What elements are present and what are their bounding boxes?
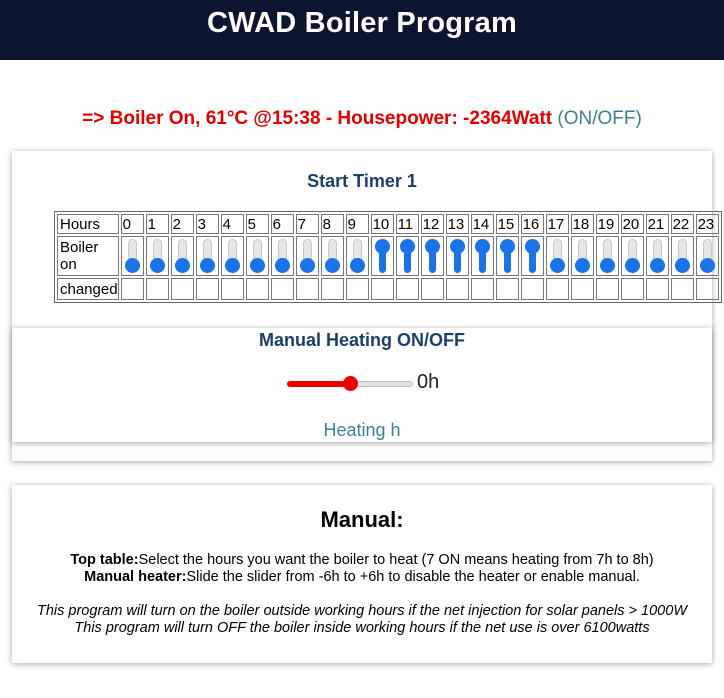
slider-value: 0h (417, 371, 440, 393)
manual-line-top-table (12, 552, 712, 569)
changed-cell (171, 278, 194, 300)
hour-toggle-switch[interactable] (473, 237, 492, 275)
hours-table (54, 211, 722, 303)
note-net-use: This program will turn OFF the boiler inside working hours if the net use is over 6100watts (74, 620, 650, 636)
hour-toggle-switch[interactable] (323, 237, 342, 275)
note-solar-injection: This program will turn on the boiler outside working hours if the net injection for solar panels > 1000W (36, 603, 687, 619)
switch-knob (275, 258, 290, 273)
hour-toggle-switch[interactable] (623, 237, 642, 275)
slider-fill (287, 381, 350, 387)
boiler-hour-cell (321, 236, 344, 276)
hour-label: 5 (246, 214, 269, 234)
switch-knob (150, 258, 165, 273)
switch-knob (200, 258, 215, 273)
hour-toggle-switch[interactable] (573, 237, 592, 275)
boiler-row-label: Boiler on (57, 236, 119, 276)
changed-cell (646, 278, 669, 300)
changed-cell (571, 278, 594, 300)
hour-toggle-switch[interactable] (548, 237, 567, 275)
heating-hours-slider[interactable] (287, 379, 413, 389)
boiler-hour-cell (471, 236, 494, 276)
switch-knob (650, 258, 665, 273)
hour-toggle-switch[interactable] (698, 237, 717, 275)
hour-label: 9 (346, 214, 369, 234)
hour-toggle-switch[interactable] (648, 237, 667, 275)
hours-row (57, 214, 719, 234)
top-table-label: Top table: (70, 552, 139, 568)
switch-knob (575, 258, 590, 273)
boiler-hour-cell (671, 236, 694, 276)
boiler-hour-cell (496, 236, 519, 276)
changed-cell (546, 278, 569, 300)
hour-toggle-switch[interactable] (498, 237, 517, 275)
hour-label: 0 (121, 214, 144, 234)
boiler-hour-cell (246, 236, 269, 276)
hour-label: 22 (671, 214, 694, 234)
manual-heater-label: Manual heater: (84, 569, 187, 585)
changed-cell (496, 278, 519, 300)
changed-row-label: changed (57, 278, 119, 300)
hour-label: 18 (571, 214, 594, 234)
boiler-hour-cell (296, 236, 319, 276)
top-table-text: Select the hours you want the boiler to heat (7 ON means heating from 7h to 8h) (138, 552, 654, 568)
hour-toggle-switch[interactable] (448, 237, 467, 275)
hour-toggle-switch[interactable] (248, 237, 267, 275)
boiler-hour-cell (396, 236, 419, 276)
changed-cell (396, 278, 419, 300)
hour-label: 11 (396, 214, 419, 234)
switch-knob (250, 258, 265, 273)
hour-label: 2 (171, 214, 194, 234)
manual-heating-title: Manual Heating ON/OFF (258, 330, 465, 350)
hour-label: 12 (421, 214, 444, 234)
hour-toggle-switch[interactable] (423, 237, 442, 275)
switch-knob (375, 239, 390, 254)
boiler-hour-cell (271, 236, 294, 276)
page-title: CWAD Boiler Program (207, 6, 517, 39)
switch-knob (500, 239, 515, 254)
switch-knob (425, 239, 440, 254)
manual-line-heater (12, 569, 712, 586)
changed-cell (521, 278, 544, 300)
manual-heating-card (12, 328, 712, 442)
boiler-hour-cell (171, 236, 194, 276)
switch-knob (700, 258, 715, 273)
boiler-hour-cell (546, 236, 569, 276)
changed-row (57, 278, 719, 300)
header-bar (0, 0, 724, 60)
changed-cell (246, 278, 269, 300)
changed-cell (321, 278, 344, 300)
hour-toggle-switch[interactable] (673, 237, 692, 275)
hours-row-label: Hours (57, 214, 119, 234)
hour-toggle-switch[interactable] (223, 237, 242, 275)
manual-title: Manual: (320, 507, 404, 532)
changed-cell (196, 278, 219, 300)
changed-cell (671, 278, 694, 300)
switch-knob (525, 239, 540, 254)
switch-knob (625, 258, 640, 273)
boiler-hour-cell (121, 236, 144, 276)
switch-knob (475, 239, 490, 254)
changed-cell (596, 278, 619, 300)
switch-knob (350, 258, 365, 273)
hour-toggle-switch[interactable] (348, 237, 367, 275)
boiler-hour-cell (146, 236, 169, 276)
boiler-hour-cell (196, 236, 219, 276)
hour-toggle-switch[interactable] (373, 237, 392, 275)
hour-label: 16 (521, 214, 544, 234)
changed-cell (296, 278, 319, 300)
hour-toggle-switch[interactable] (148, 237, 167, 275)
manual-text (12, 552, 712, 637)
timer-title: Start Timer 1 (307, 171, 417, 191)
heating-hours-label: Heating h (323, 420, 401, 440)
boiler-hour-cell (646, 236, 669, 276)
manual-card (12, 485, 712, 663)
switch-knob (550, 258, 565, 273)
switch-knob (675, 258, 690, 273)
status-line (0, 108, 724, 130)
hour-label: 4 (221, 214, 244, 234)
switch-knob (225, 258, 240, 273)
switch-knob (175, 258, 190, 273)
hour-label: 7 (296, 214, 319, 234)
boiler-hour-cell (221, 236, 244, 276)
switch-knob (325, 258, 340, 273)
hour-label: 21 (646, 214, 669, 234)
boiler-hour-cell (596, 236, 619, 276)
boiler-hour-cell (446, 236, 469, 276)
switch-knob (125, 258, 140, 273)
hour-label: 17 (546, 214, 569, 234)
changed-cell (371, 278, 394, 300)
hour-label: 6 (271, 214, 294, 234)
changed-cell (621, 278, 644, 300)
hour-toggle-switch[interactable] (173, 237, 192, 275)
hour-label: 19 (596, 214, 619, 234)
changed-cell (271, 278, 294, 300)
hour-toggle-switch[interactable] (398, 237, 417, 275)
hour-toggle-switch[interactable] (198, 237, 217, 275)
changed-cell (121, 278, 144, 300)
boiler-hour-cell (346, 236, 369, 276)
changed-cell (421, 278, 444, 300)
hour-label: 8 (321, 214, 344, 234)
changed-cell (696, 278, 719, 300)
changed-cell (346, 278, 369, 300)
boiler-hour-cell (371, 236, 394, 276)
hour-label: 15 (496, 214, 519, 234)
changed-cell (146, 278, 169, 300)
hour-label: 1 (146, 214, 169, 234)
switch-knob (450, 239, 465, 254)
boiler-status-text: => Boiler On, 61°C @15:38 - Housepower: -2364Watt (82, 108, 553, 129)
hour-toggle-switch[interactable] (273, 237, 292, 275)
changed-cell (221, 278, 244, 300)
switch-knob (300, 258, 315, 273)
boiler-hour-cell (571, 236, 594, 276)
switch-knob (600, 258, 615, 273)
hour-toggle-switch[interactable] (298, 237, 317, 275)
boiler-hour-cell (421, 236, 444, 276)
hour-label: 10 (371, 214, 394, 234)
hour-label: 13 (446, 214, 469, 234)
boiler-hour-cell (521, 236, 544, 276)
boiler-hour-cell (621, 236, 644, 276)
boiler-on-off-link[interactable]: (ON/OFF) (557, 108, 642, 129)
changed-cell (446, 278, 469, 300)
boiler-on-row (57, 236, 719, 276)
hour-toggle-switch[interactable] (523, 237, 542, 275)
hour-label: 23 (696, 214, 719, 234)
hour-label: 3 (196, 214, 219, 234)
slider-thumb[interactable] (343, 376, 358, 391)
hour-label: 14 (471, 214, 494, 234)
switch-knob (400, 239, 415, 254)
boiler-hour-cell (696, 236, 719, 276)
hour-label: 20 (621, 214, 644, 234)
manual-heater-text: Slide the slider from -6h to +6h to disable the heater or enable manual. (186, 569, 640, 585)
changed-cell (471, 278, 494, 300)
hour-toggle-switch[interactable] (598, 237, 617, 275)
hour-toggle-switch[interactable] (123, 237, 142, 275)
